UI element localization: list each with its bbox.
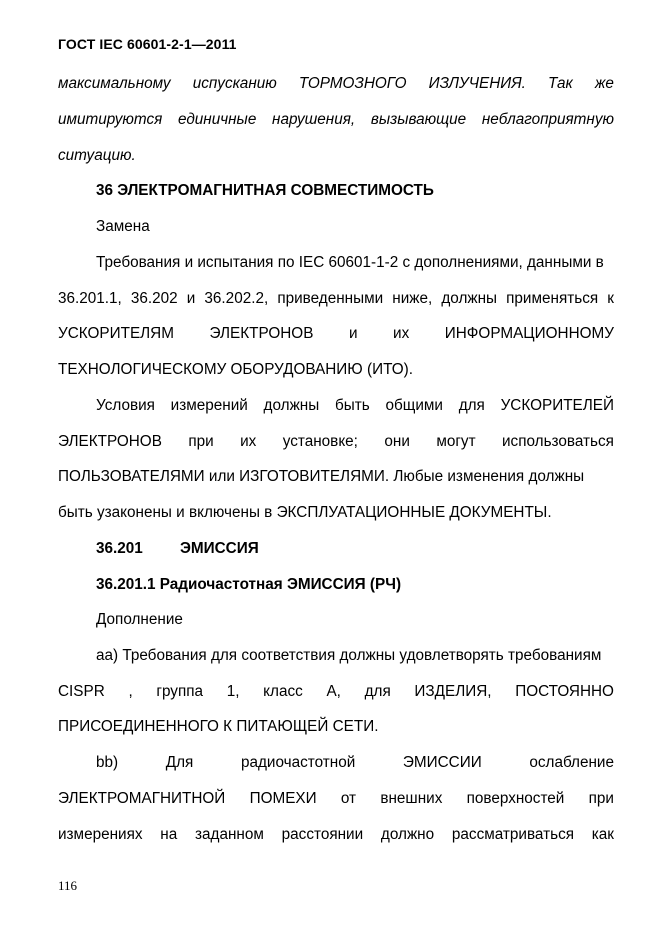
word: ПОСТОЯННО — [515, 683, 614, 700]
page-number: 116 — [58, 878, 78, 893]
word: ослабление — [529, 754, 614, 771]
word: установке; — [282, 433, 358, 450]
word: их — [393, 325, 410, 342]
word: ЭМИССИИ — [402, 754, 482, 771]
word: расстоянии — [281, 826, 364, 843]
word: к — [607, 290, 614, 307]
word: их — [240, 433, 257, 450]
word: и — [186, 290, 196, 307]
word: как — [591, 826, 614, 843]
word: ТОРМОЗНОГО — [298, 75, 407, 92]
word: ЭЛЕКТРОНОВ — [209, 325, 314, 342]
word: максимальному — [58, 75, 171, 92]
word: Условия — [96, 397, 155, 414]
section-36-para1-line3 — [58, 324, 614, 344]
word: ИНФОРМАЦИОННОМУ — [444, 325, 614, 342]
word: , — [128, 683, 133, 700]
section-36-201-heading — [96, 539, 614, 559]
word: имитируются — [58, 111, 163, 128]
word: приведенными — [277, 290, 384, 307]
word: измерений — [170, 397, 248, 414]
section-36-para2-line2 — [58, 432, 614, 452]
continuation-line-1 — [58, 74, 614, 94]
section-36-201-number: 36.201 — [96, 540, 143, 557]
word: ИЗЛУЧЕНИЯ. — [428, 75, 526, 92]
word: ИЗДЕЛИЯ, — [414, 683, 492, 700]
word: при — [588, 790, 614, 807]
word: при — [188, 433, 214, 450]
section-36-201-title: ЭМИССИЯ — [180, 540, 259, 557]
word: УСКОРИТЕЛЕЙ — [500, 397, 614, 414]
word: заданном — [195, 826, 264, 843]
word: общими — [385, 397, 443, 414]
word: УСКОРИТЕЛЯМ — [58, 325, 174, 342]
word: единичные — [178, 111, 257, 128]
word: рассматриваться — [451, 826, 574, 843]
word: и — [348, 325, 358, 342]
continuation-line-2 — [58, 110, 614, 130]
word: 1, — [226, 683, 240, 700]
word: должны — [441, 290, 498, 307]
word: группа — [156, 683, 204, 700]
section-36-201-1-title: 36.201.1 Радиочастотная ЭМИССИЯ (РЧ) — [96, 576, 402, 593]
word: должно — [380, 826, 435, 843]
word: использоваться — [502, 433, 614, 450]
section-36-title: 36 ЭЛЕКТРОМАГНИТНАЯ СОВМЕСТИМОСТЬ — [96, 182, 434, 199]
word: измерениях — [58, 826, 143, 843]
item-bb-line1 — [96, 753, 614, 773]
word: CISPR — [58, 683, 105, 700]
word: быть — [335, 397, 370, 414]
section-36-replacement: Замена — [96, 218, 150, 235]
word: ЭЛЕКТРОМАГНИТНОЙ — [58, 790, 226, 807]
word: неблагоприятную — [481, 111, 614, 128]
word: испусканию — [192, 75, 277, 92]
item-bb-line2 — [58, 789, 614, 809]
word: 36.201.1, — [58, 290, 122, 307]
word: они — [384, 433, 410, 450]
section-36-para2-line1 — [96, 396, 614, 416]
word: bb) — [96, 754, 119, 771]
word: поверхностей — [466, 790, 565, 807]
section-36-para2-line4: быть узаконены и включены в ЭКСПЛУАТАЦИОННЫЕ ДОКУМЕНТЫ. — [58, 504, 552, 521]
word: ПОМЕХИ — [249, 790, 317, 807]
word: применяться — [506, 290, 599, 307]
item-aa-line1: аа) Требования для соответствия должны удовлетворять требованиям — [96, 647, 602, 664]
word: 36.202.2, — [204, 290, 269, 307]
section-36-201-1-addition: Дополнение — [96, 611, 183, 628]
item-aa-line2 — [58, 682, 614, 702]
word: на — [160, 826, 178, 843]
word: 36.202 — [130, 290, 178, 307]
section-36-para2-line3: ПОЛЬЗОВАТЕЛЯМИ или ИЗГОТОВИТЕЛЯМИ. Любые изменения должны — [58, 468, 585, 485]
item-aa-line3: ПРИСОЕДИНЕННОГО К ПИТАЮЩЕЙ СЕТИ. — [58, 718, 379, 735]
section-36-para1-line1: Требования и испытания по IEC 60601-1-2 с дополнениями, данными в — [96, 254, 604, 271]
item-bb-line3 — [58, 825, 614, 845]
standard-header: ГОСТ IEC 60601-2-1—2011 — [58, 36, 237, 52]
word: класс — [263, 683, 303, 700]
word: для — [458, 397, 485, 414]
word: же — [594, 75, 614, 92]
word: могут — [436, 433, 476, 450]
word: для — [364, 683, 391, 700]
word: ЭЛЕКТРОНОВ — [58, 433, 162, 450]
section-36-para1-line4: ТЕХНОЛОГИЧЕСКОМУ ОБОРУДОВАНИЮ (ИТО). — [58, 361, 413, 378]
word: Для — [165, 754, 194, 771]
word: радиочастотной — [240, 754, 356, 771]
word: Так — [548, 75, 573, 92]
continuation-line-3: ситуацию. — [58, 147, 136, 164]
word: вызывающие — [370, 111, 467, 128]
word: должны — [263, 397, 320, 414]
section-36-para1-line2 — [58, 289, 614, 309]
word: нарушения, — [272, 111, 356, 128]
word: от — [340, 790, 357, 807]
word: внешних — [380, 790, 443, 807]
word: А, — [326, 683, 341, 700]
word: ниже, — [392, 290, 433, 307]
